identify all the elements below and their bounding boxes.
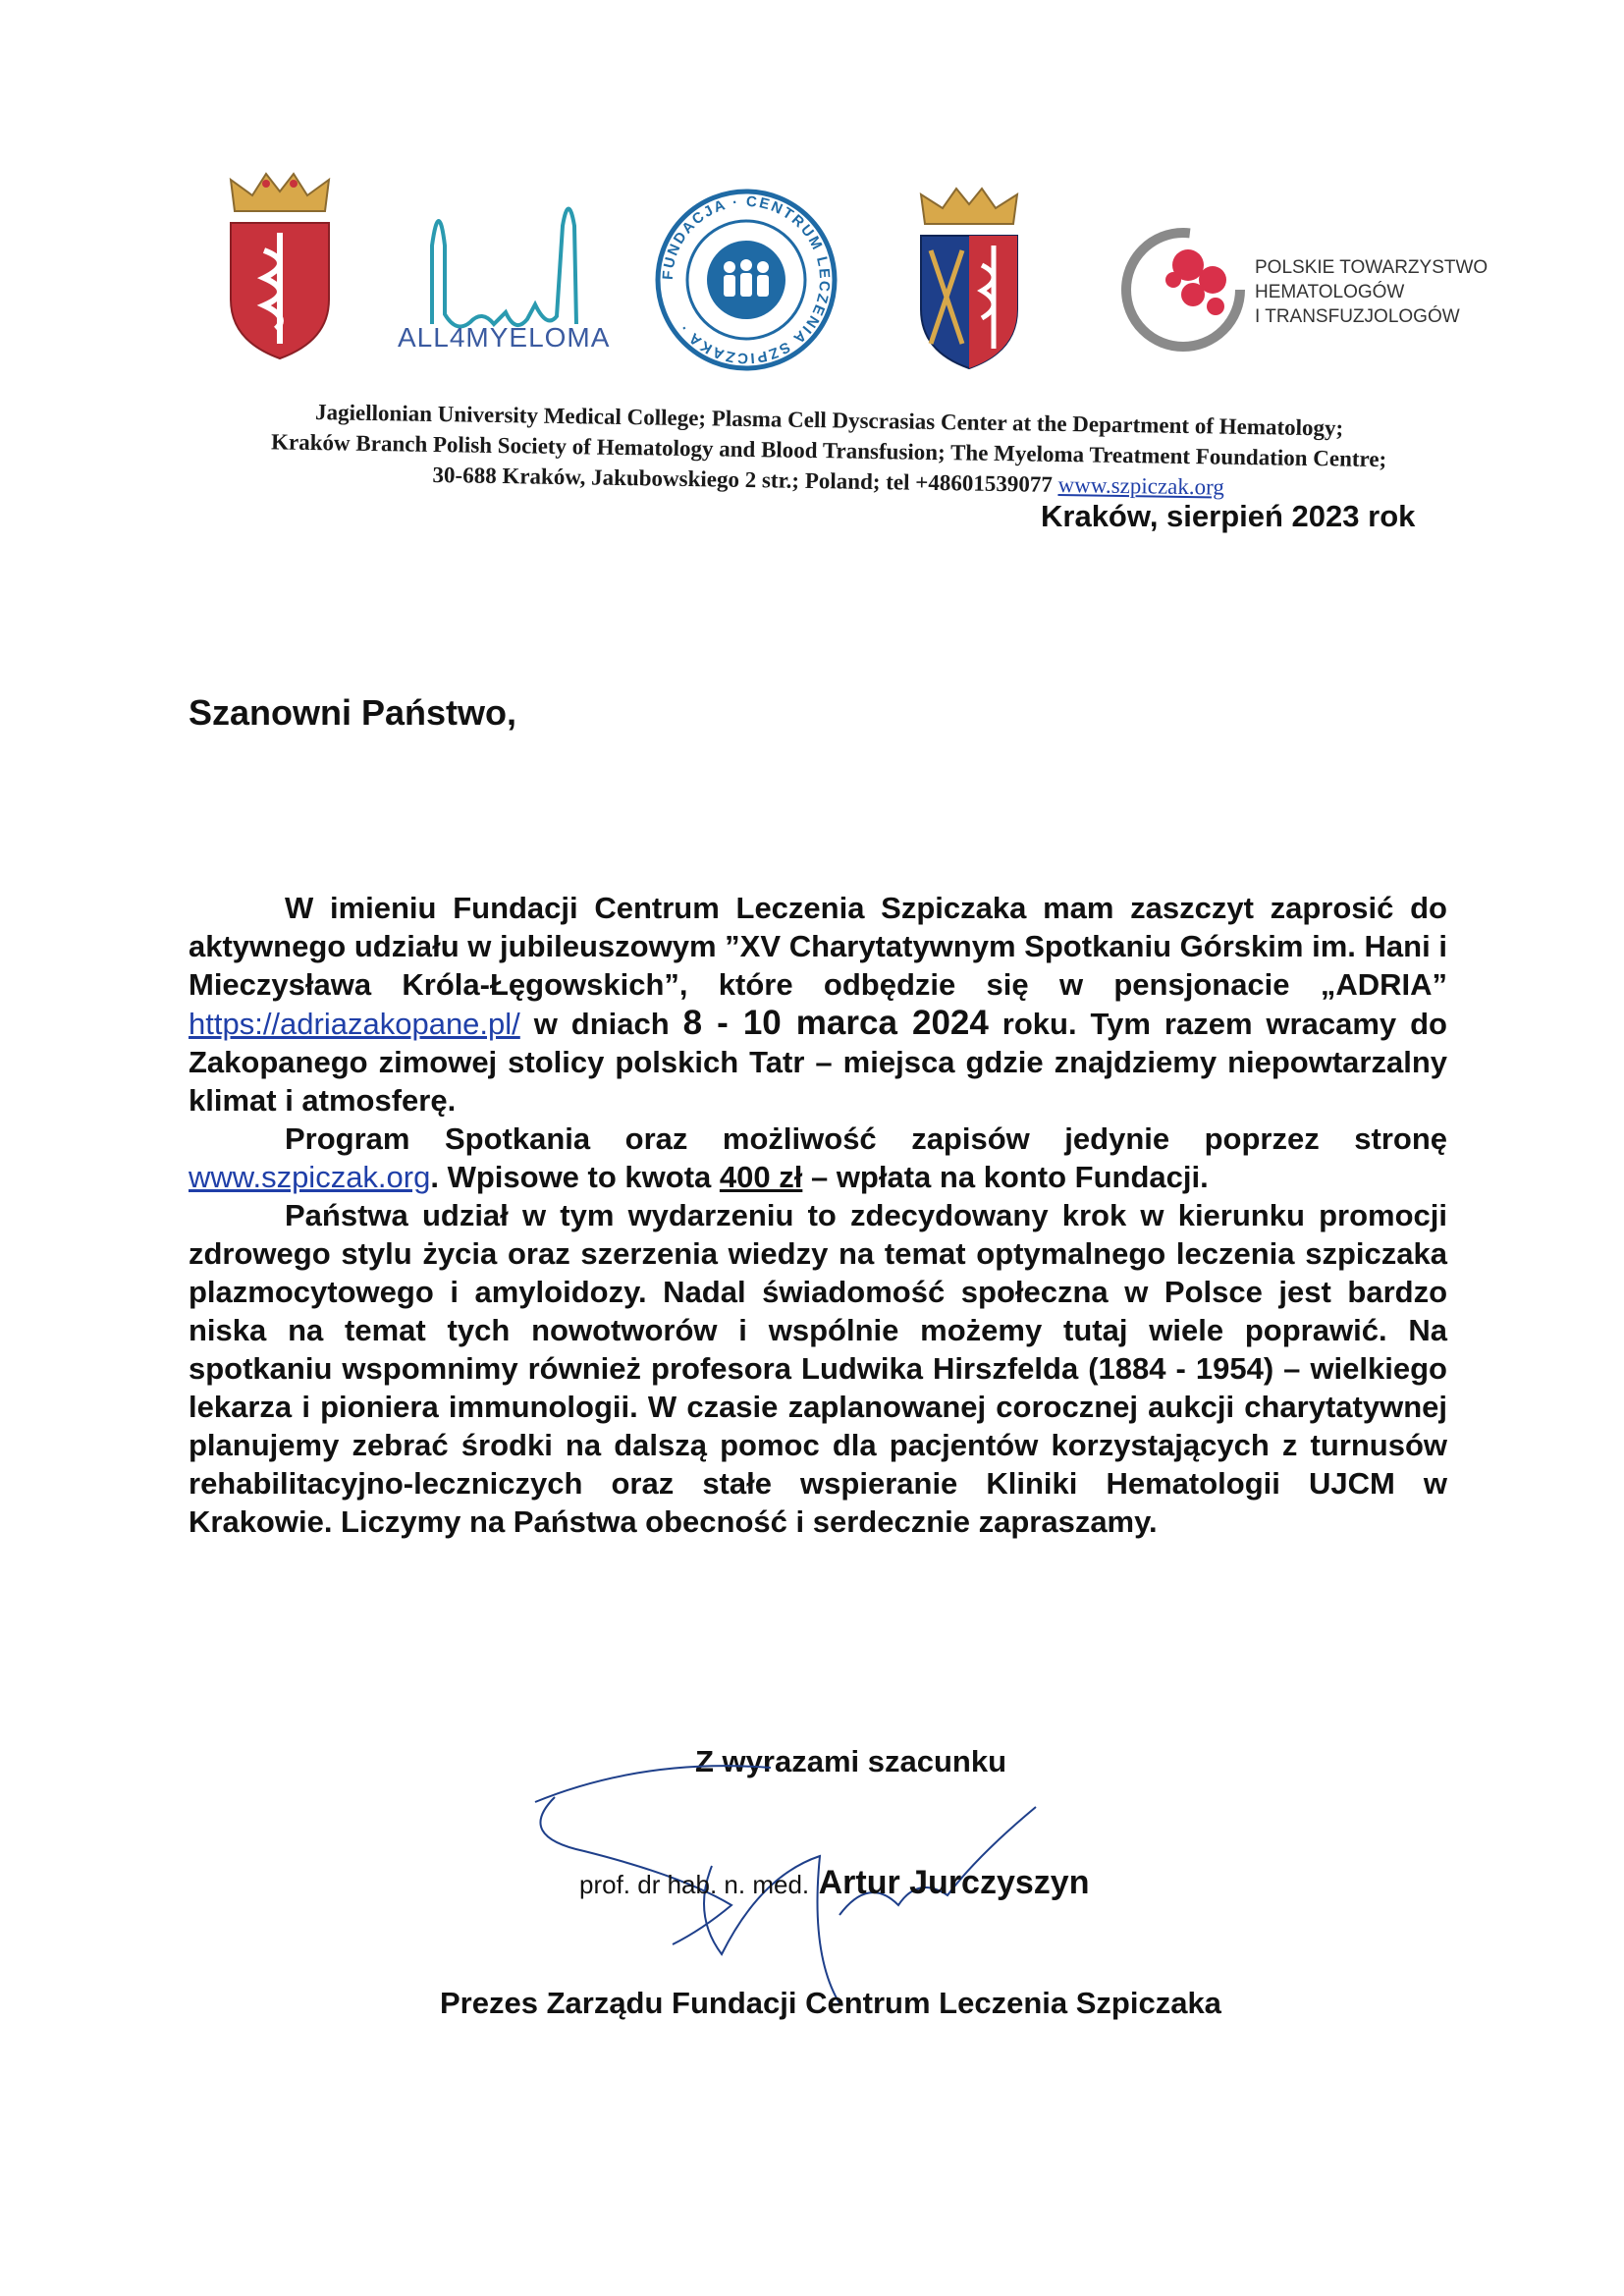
adria-website-link[interactable]: https://adriazakopane.pl/ bbox=[189, 1007, 520, 1041]
szpiczak-website-link[interactable]: www.szpiczak.org bbox=[189, 1160, 431, 1194]
signer bbox=[579, 1864, 1089, 1902]
paragraph-1-text-b: w dniach bbox=[533, 1007, 670, 1041]
blood-cells-icon bbox=[1165, 249, 1226, 315]
all4myeloma-logo bbox=[388, 187, 614, 368]
paragraph-2-text-c: – wpłata na konto Fundacji. bbox=[810, 1160, 1209, 1194]
pthit-logo bbox=[1119, 226, 1489, 363]
letterhead-address bbox=[186, 395, 1473, 507]
header-address: 30-688 Kraków, Jakubowskiego 2 str.; Poland; tel +48601539077 bbox=[432, 462, 1054, 497]
crown-icon bbox=[921, 189, 1017, 224]
people-icon bbox=[724, 259, 769, 297]
fundacja-seal-logo bbox=[653, 187, 839, 378]
letter-body bbox=[189, 889, 1447, 1541]
paragraph-1 bbox=[189, 889, 1447, 1120]
paragraph-2-text-b: . Wpisowe to kwota bbox=[430, 1160, 712, 1194]
crown-icon bbox=[231, 174, 329, 211]
all4myeloma-text: ALL4MYELOMA bbox=[398, 322, 611, 353]
medical-faculty-crest-logo bbox=[913, 187, 1026, 378]
header-line-1: Jagiellonian University Medical College; Plasma Cell Dyscrasias Center at the Department of Hematology; bbox=[314, 400, 1344, 441]
event-dates: 8 - 10 marca 2024 bbox=[682, 1004, 989, 1042]
salutation: Szanowni Państwo, bbox=[189, 692, 517, 733]
signer-title: prof. dr hab. n. med. bbox=[579, 1870, 810, 1899]
pthit-line-2: HEMATOLOGÓW bbox=[1255, 282, 1405, 302]
pthit-line-1: POLSKIE TOWARZYSTWO bbox=[1255, 257, 1489, 278]
paragraph-1-text-a: W imieniu Fundacji Centrum Leczenia Szpiczaka mam zaszczyt zaprosić do aktywnego udziału w jubileuszowym ”XV Charytatywnym Spotkaniu Górskim im. Hani i Mieczysława Króla-Łęgowskich”, które odbędzie się w pensjonacie „ADRIA” bbox=[189, 891, 1447, 1002]
header-line-2: Kraków Branch Polish Society of Hematology and Blood Transfusion; The Myeloma Treatment Foundation Centre; bbox=[270, 429, 1387, 472]
pthit-line-3: I TRANSFUZJOLOGÓW bbox=[1255, 306, 1460, 327]
header-website-link[interactable]: www.szpiczak.org bbox=[1057, 471, 1225, 500]
paragraph-2-text-a: Program Spotkania oraz możliwość zapisów jedynie poprzez stronę bbox=[285, 1121, 1447, 1156]
jagiellonian-crest-logo bbox=[221, 172, 339, 368]
paragraph-1-text-c: roku. Tym razem wracamy do Zakopanego zimowej stolicy polskich Tatr – miejsca gdzie znajdziemy niepowtarzalny klimat i atmosferę. bbox=[189, 1007, 1447, 1118]
paragraph-2 bbox=[189, 1120, 1447, 1196]
letter-date: Kraków, sierpień 2023 rok bbox=[1041, 499, 1416, 533]
signer-role: Prezes Zarządu Fundacji Centrum Leczenia Szpiczaka bbox=[440, 1986, 1221, 2020]
closing-phrase: Z wyrazami szacunku bbox=[695, 1744, 1007, 1778]
signer-name: Artur Jurczyszyn bbox=[818, 1864, 1090, 1901]
paragraph-3: Państwa udział w tym wydarzeniu to zdecydowany krok w kierunku promocji zdrowego stylu życia oraz szerzenia wiedzy na temat optymalnego leczenia szpiczaka plazmocytowego i amyloidozy. Nadal świadomość społeczna w Polsce jest bardzo niska na temat tych nowotworów i wspólnie możemy tutaj wiele poprawić. Na spotkaniu wspomnimy również profesora Ludwika Hirszfelda (1884 - 1954) – wielkiego lekarza i pioniera immunologii. W czasie zaplanowanej corocznej aukcji charytatywnej planujemy zebrać środki na dalszą pomoc dla pacjentów korzystających z turnusów rehabilitacyjno-leczniczych oraz stałe wspieranie Kliniki Hematologii UJCM w Krakowie. Liczymy na Państwa obecność i serdecznie zapraszamy. bbox=[189, 1198, 1447, 1539]
seal-ring-text: FUNDACJA · CENTRUM LECZENIA SZPICZAKA · bbox=[659, 192, 834, 367]
entry-fee-amount: 400 zł bbox=[719, 1160, 803, 1194]
